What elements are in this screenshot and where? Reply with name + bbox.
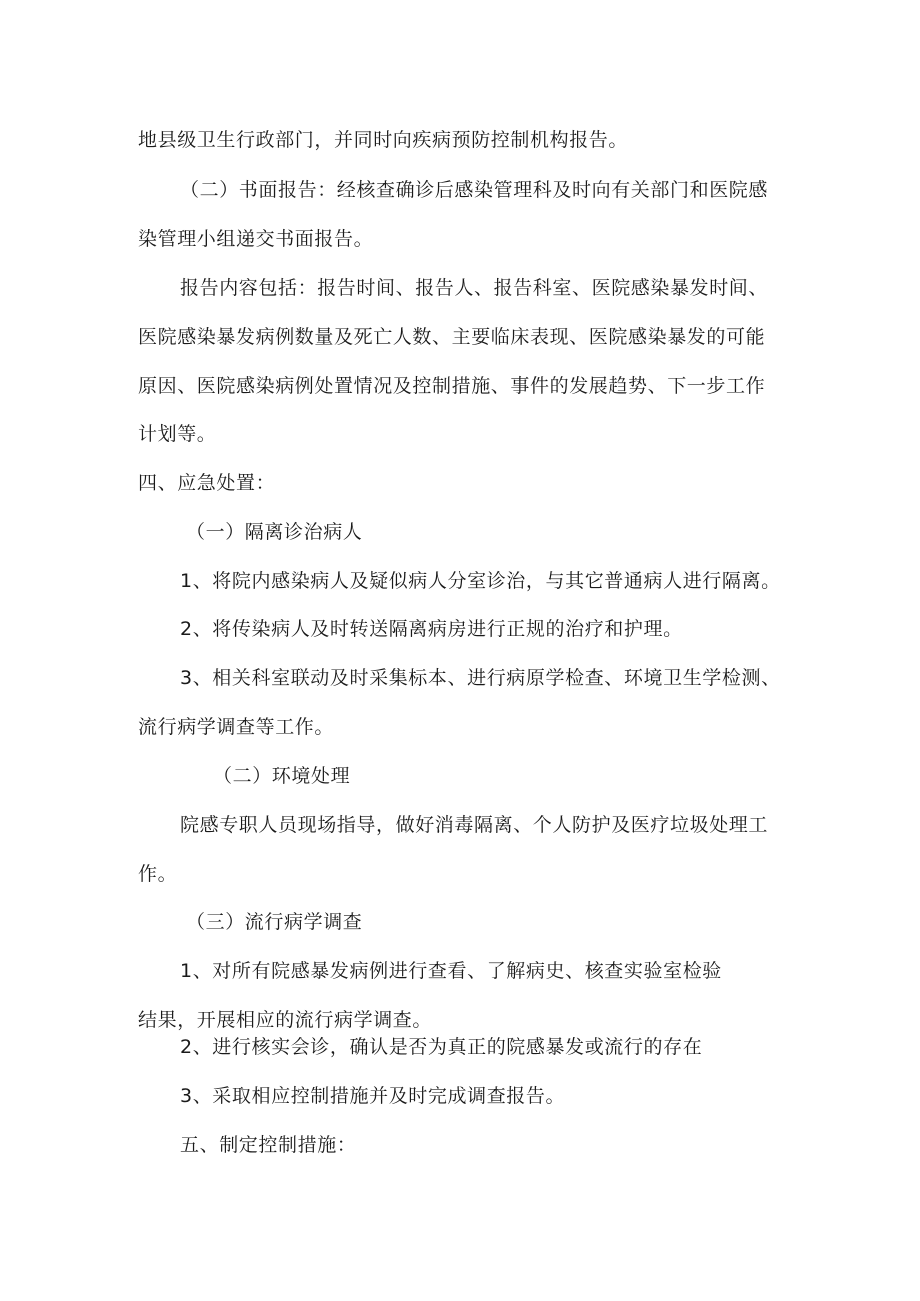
paragraph-line: 院感专职人员现场指导，做好消毒隔离、个人防护及医疗垃圾处理工: [180, 814, 769, 836]
list-item: 1、将院内感染病人及疑似病人分室诊治，与其它普通病人进行隔离。: [180, 570, 781, 592]
section-heading: 四、应急处置：: [138, 472, 276, 494]
list-item: 2、将传染病人及时转送隔离病房进行正规的治疗和护理。: [180, 618, 683, 640]
subsection-heading: （二）环境处理: [213, 765, 351, 787]
paragraph-line: 流行病学调查等工作。: [138, 716, 335, 738]
paragraph-line: 计划等。: [138, 423, 217, 445]
paragraph-line: 原因、医院感染病例处置情况及控制措施、事件的发展趋势、下一步工作: [138, 375, 766, 397]
subsection-heading: （三）流行病学调查: [186, 911, 363, 933]
paragraph-line: 报告内容包括：报告时间、报告人、报告科室、医院感染暴发时间、: [180, 277, 769, 299]
list-item: 3、相关科室联动及时采集标本、进行病原学检查、环境卫生学检测、: [180, 667, 781, 689]
list-item: 2、进行核实会诊，确认是否为真正的院感暴发或流行的存在: [180, 1036, 703, 1058]
paragraph-line: 医院感染暴发病例数量及死亡人数、主要临床表现、医院感染暴发的可能: [138, 326, 766, 348]
list-item: 1、对所有院感暴发病例进行查看、了解病史、核查实验室检验: [180, 960, 722, 982]
subsection-heading: （一）隔离诊治病人: [186, 521, 363, 543]
paragraph-line: 结果，开展相应的流行病学调查。: [138, 1009, 433, 1031]
paragraph-line: 作。: [138, 863, 178, 885]
paragraph-line: （二）书面报告：经核查确诊后感染管理科及时向有关部门和医院感: [180, 179, 769, 201]
paragraph-line: 染管理小组递交书面报告。: [138, 228, 374, 250]
section-heading: 五、制定控制措施：: [180, 1134, 357, 1156]
paragraph-line: 地县级卫生行政部门，并同时向疾病预防控制机构报告。: [138, 129, 629, 151]
list-item: 3、采取相应控制措施并及时完成调查报告。: [180, 1085, 566, 1107]
